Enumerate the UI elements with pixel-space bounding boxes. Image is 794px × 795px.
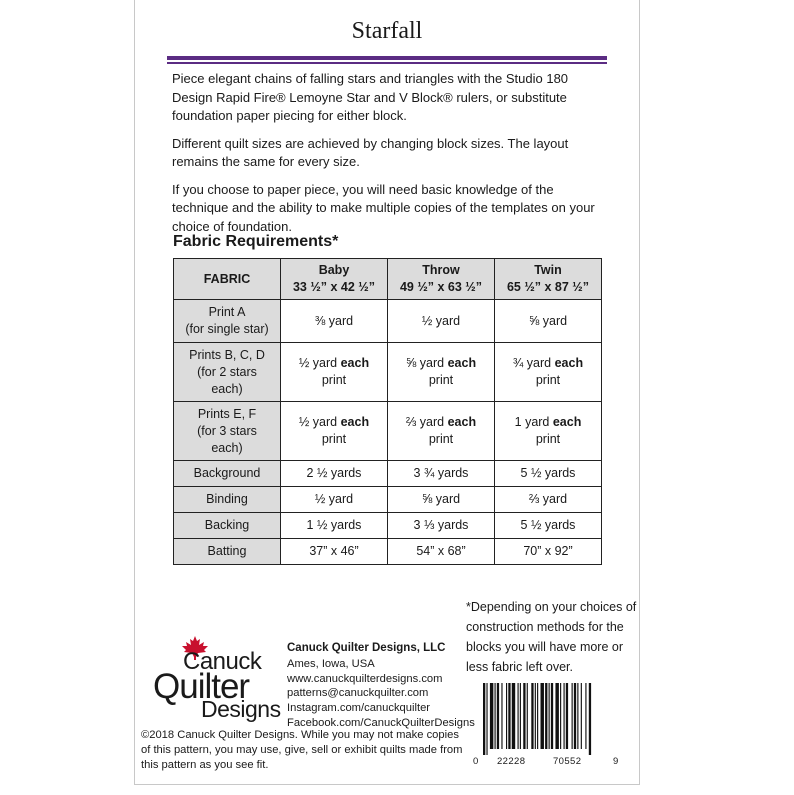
- table-cell: 5 ½ yards: [495, 461, 602, 487]
- table-cell: 54” x 68”: [388, 539, 495, 565]
- cell-unit: print: [535, 432, 561, 446]
- company-facebook: Facebook.com/CanuckQuilterDesigns: [287, 716, 475, 729]
- copyright-notice: ©2018 Canuck Quilter Designs. While you may not make copies of this pattern, you may use, give, sell or exhibit quilts made from this pattern as you see fit.: [141, 729, 463, 771]
- barcode-bar: [506, 683, 507, 749]
- size-dims: 65 ½” x 87 ½”: [506, 280, 589, 294]
- cell-unit: print: [428, 432, 454, 446]
- cell-each: each: [447, 356, 477, 370]
- barcode-bar: [490, 683, 493, 749]
- table-header-row: [174, 259, 602, 300]
- barcode-bar: [518, 683, 519, 749]
- row-label-line: Print A: [208, 305, 246, 319]
- barcode-bar: [508, 683, 510, 749]
- intro-paragraph: Different quilt sizes are achieved by changing block sizes. The layout remains the same for every size.: [172, 135, 569, 169]
- fabric-requirements-heading: Fabric Requirements*: [173, 233, 339, 250]
- fabric-footnote: *Depending on your choices of construction methods for the blocks you will have more or less fabric left over.: [466, 600, 637, 674]
- title-rule-thick: [167, 56, 607, 60]
- table-cell: [388, 343, 495, 402]
- barcode-digit-check: 9: [613, 756, 619, 767]
- title-rule-thin: [167, 62, 607, 64]
- table-row: [174, 343, 602, 402]
- table-row: [174, 513, 602, 539]
- barcode-bar: [564, 683, 565, 749]
- barcode-bar: [527, 683, 528, 749]
- table-row: [174, 402, 602, 461]
- row-label-line: each): [211, 440, 243, 455]
- cell-each: each: [340, 415, 370, 429]
- barcode-bar: [581, 683, 582, 749]
- table-cell: 2 ½ yards: [281, 461, 388, 487]
- row-label-line: Prints E, F: [197, 406, 257, 421]
- size-name: Twin: [534, 263, 562, 277]
- cell-unit: print: [535, 373, 561, 387]
- table-cell: ⅜ yard: [281, 300, 388, 343]
- company-website: www.canuckquilterdesigns.com: [287, 672, 443, 685]
- barcode-bar: [512, 683, 515, 749]
- barcode-bar: [531, 683, 533, 749]
- size-dims: 33 ½” x 42 ½”: [292, 280, 375, 294]
- row-header-background: Background: [174, 461, 281, 487]
- barcode-bar: [541, 683, 544, 749]
- barcode-bar: [560, 683, 561, 749]
- barcode-digits-right: 70552: [553, 756, 582, 767]
- barcode-bars: [473, 683, 623, 755]
- row-header-print-a: [174, 300, 281, 343]
- table-cell: ⅝ yard: [495, 300, 602, 343]
- size-dims: 49 ½” x 63 ½”: [399, 280, 482, 294]
- cell-unit: print: [428, 373, 454, 387]
- row-header-backing: Backing: [174, 513, 281, 539]
- barcode-bar: [549, 683, 550, 749]
- cell-amount: ½ yard: [298, 356, 341, 370]
- table-row: [174, 539, 602, 565]
- size-header-twin: [495, 259, 602, 300]
- size-header-throw: [388, 259, 495, 300]
- cell-amount: ½ yard: [298, 415, 341, 429]
- fabric-column-header: FABRIC: [174, 259, 281, 300]
- table-cell: [281, 402, 388, 461]
- table-cell: ⅝ yard: [388, 487, 495, 513]
- row-label-line: Prints B, C, D: [189, 347, 265, 362]
- company-email: patterns@canuckquilter.com: [287, 687, 429, 700]
- company-name: Canuck Quilter Designs, LLC: [287, 642, 446, 654]
- size-header-baby: [281, 259, 388, 300]
- logo-text-canuck: Canuck: [183, 648, 262, 675]
- company-instagram: Instagram.com/canuckquilter: [287, 702, 431, 715]
- row-label-line: (for single star): [185, 322, 269, 336]
- barcode-bar: [537, 683, 538, 749]
- logo-text-designs: Designs: [201, 696, 281, 722]
- barcode-bar: [535, 683, 536, 749]
- barcode-bar: [520, 683, 521, 749]
- table-cell: ½ yard: [388, 300, 495, 343]
- barcode-digit-leading: 0: [473, 756, 479, 767]
- barcode-bar: [545, 683, 547, 749]
- size-name: Baby: [318, 263, 350, 277]
- barcode-bar: [589, 683, 591, 755]
- cell-unit: print: [321, 432, 347, 446]
- cell-unit: print: [321, 373, 347, 387]
- barcode-bar: [574, 683, 576, 749]
- table-row: [174, 487, 602, 513]
- table-row: [174, 461, 602, 487]
- barcode-bar: [483, 683, 485, 755]
- intro-paragraph: Piece elegant chains of falling stars and triangles with the Studio 180 Design Rapid Fire® Lemoyne Star and V Block® rulers, or substitute foundation paper piecing for either block.: [172, 71, 569, 123]
- logo-text-quilter: Quilter: [153, 667, 250, 706]
- cell-each: each: [552, 415, 582, 429]
- table-cell: 1 ½ yards: [281, 513, 388, 539]
- barcode-bar: [501, 683, 502, 749]
- intro-paragraph: If you choose to paper piece, you will need basic knowledge of the technique and the ability to make multiple copies of the templates on your choice of foundation.: [172, 181, 595, 234]
- barcode-bar: [572, 683, 573, 749]
- upc-barcode: [473, 683, 623, 768]
- pattern-back-cover: [134, 0, 640, 785]
- table-cell: [495, 343, 602, 402]
- table-cell: ½ yard: [281, 487, 388, 513]
- row-label-line: (for 2 stars: [197, 364, 257, 379]
- company-info: [287, 641, 475, 731]
- cell-amount: ⅝ yard: [405, 356, 448, 370]
- cell-amount: 1 yard: [514, 415, 553, 429]
- company-location: Ames, Iowa, USA: [287, 657, 375, 670]
- table-cell: 70” x 92”: [495, 539, 602, 565]
- row-label-line: each): [211, 381, 243, 396]
- table-cell: [495, 402, 602, 461]
- barcode-bar: [486, 683, 487, 755]
- row-header-binding: Binding: [174, 487, 281, 513]
- table-cell: 3 ¾ yards: [388, 461, 495, 487]
- table-cell: ⅔ yard: [495, 487, 602, 513]
- table-row: [174, 300, 602, 343]
- table-cell: 3 ⅓ yards: [388, 513, 495, 539]
- row-label-line: (for 3 stars: [197, 423, 257, 438]
- barcode-bar: [585, 683, 586, 749]
- canuck-quilter-logo: [145, 636, 281, 722]
- row-header-prints-bcd: [174, 343, 281, 402]
- cell-each: each: [554, 356, 584, 370]
- table-cell: [388, 402, 495, 461]
- barcode-bar: [495, 683, 496, 749]
- cell-amount: ⅔ yard: [405, 415, 448, 429]
- table-cell: 37” x 46”: [281, 539, 388, 565]
- barcode-bar: [497, 683, 499, 749]
- cell-each: each: [447, 415, 477, 429]
- barcode-bar: [523, 683, 525, 749]
- row-header-batting: Batting: [174, 539, 281, 565]
- table-cell: 5 ½ yards: [495, 513, 602, 539]
- barcode-digits-left: 22228: [497, 756, 526, 767]
- table-cell: [281, 343, 388, 402]
- cell-amount: ¾ yard: [512, 356, 555, 370]
- barcode-bar: [551, 683, 553, 749]
- barcode-bar: [577, 683, 578, 749]
- barcode-bar: [566, 683, 568, 749]
- intro-text: [172, 70, 612, 245]
- fabric-requirements-table: [173, 258, 602, 565]
- barcode-bar: [555, 683, 558, 749]
- cell-each: each: [340, 356, 370, 370]
- size-name: Throw: [422, 263, 460, 277]
- row-header-prints-ef: [174, 402, 281, 461]
- pattern-title: Starfall: [351, 18, 423, 44]
